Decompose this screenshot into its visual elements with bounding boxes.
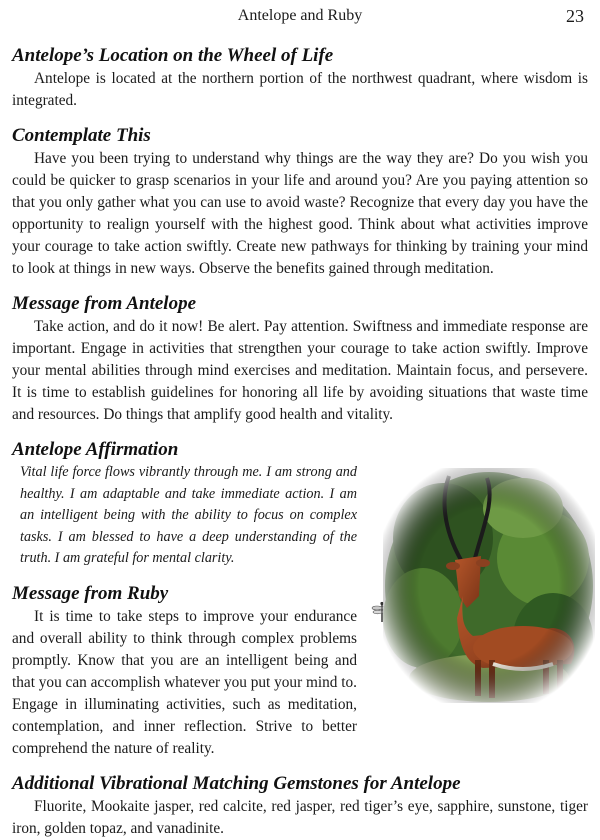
page-content	[12, 44, 588, 840]
section-heading-message-antelope: Message from Antelope	[12, 293, 197, 314]
section-heading-gemstones: Additional Vibrational Matching Gemstones for Antelope	[12, 772, 461, 794]
section-heading-affirmation: Antelope Affirmation	[12, 439, 179, 460]
page-number: 23	[566, 6, 584, 26]
section-body-affirmation: Vital life force flows vibrantly through me. I am strong and healthy. I am adaptable and take immediate action. I am an intelligent being with the ability to focus on complex tasks. I am blessed to have a deep understanding of the truth. I am grateful for mental clarity.	[20, 464, 357, 566]
section-heading-location: Antelope’s Location on the Wheel of Life	[12, 45, 334, 66]
page-header	[0, 7, 600, 31]
section-heading-message-ruby: Message from Ruby	[12, 582, 169, 604]
section-body-message-antelope: Take action, and do it now! Be alert. Pay attention. Swiftness and immediate response are important. Engage in activities that strengthen your courage to take action swiftly. Improve your mental abilities through mind exercises and meditation. Maintain focus, and persevere. It is time to establish guidelines for honoring all life by avoiding situations that waste time and resources. Do things that amplify good health and vitality.	[12, 318, 588, 423]
wrapped-column	[12, 438, 357, 760]
section-body-contemplate: Have you been trying to understand why things are the way they are? Do you wish you could be quicker to grasp scenarios in your life and around you? Are you paying attention so that you only gather what you can use to avoid waste? Recognize that every day you have the opportunity to realign yourself with the highest good. Think about what activities improve your courage to take action swiftly. Create new pathways for thinking by training your mind to look at things in new ways. Observe the benefits gained through meditation.	[12, 150, 588, 277]
section-body-location: Antelope is located at the northern portion of the northwest quadrant, where wisdom is integrated.	[12, 70, 588, 109]
section-body-message-ruby: It is time to take steps to improve your endurance and overall ability to think through complex problems promptly. Know that you are an intelligent being and that you can accomplish whatever you put your mind to. Engage in illuminating activities, such as meditation, contemplation, and inner reflection. Strive to better comprehend the nature of reality.	[12, 607, 357, 757]
antelope-illustration	[383, 468, 595, 703]
section-heading-contemplate: Contemplate This	[12, 125, 151, 146]
running-title: Antelope and Ruby	[237, 7, 363, 24]
section-body-gemstones: Fluorite, Mookaite jasper, red calcite, red jasper, red tiger’s eye, sapphire, sunstone, tiger iron, golden topaz, and vanadinite.	[12, 797, 588, 837]
